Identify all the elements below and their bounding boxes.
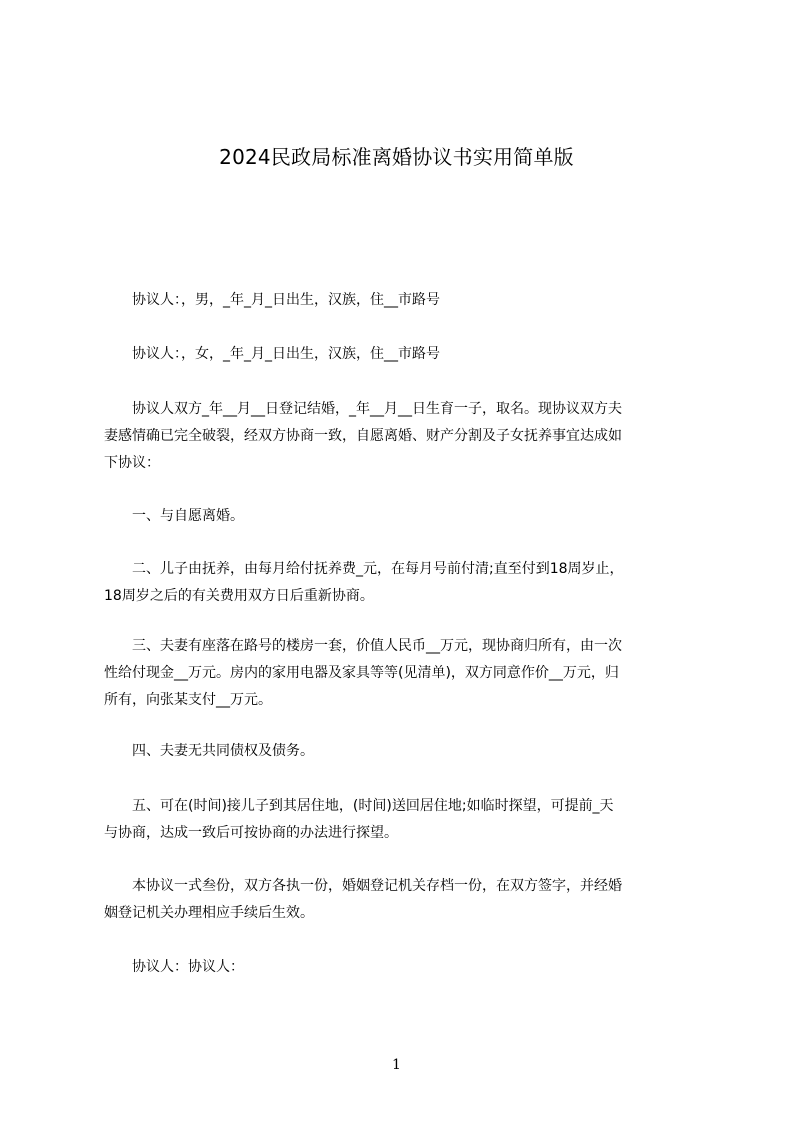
paragraph-line: 18周岁之后的有关费用双方日后重新协商。 <box>104 588 374 604</box>
clause-4 <box>104 738 700 765</box>
paragraph-line: 协议人：，女，_年_月_日出生，汉族，住__市路号 <box>104 346 440 362</box>
paragraph-line: 所有，向张某支付__万元。 <box>104 692 272 708</box>
page-number: 1 <box>392 1057 401 1073</box>
paragraph-line: 下协议： <box>104 455 160 471</box>
paragraph-line: 协议人双方_年__月__日登记结婚，_年__月__日生育一子，取名。现协议双方夫 <box>104 401 622 417</box>
signature-line <box>104 954 700 981</box>
paragraph-line: 姻登记机关办理相应手续后生效。 <box>104 905 314 921</box>
document-title: 2024民政局标准离婚协议书实用简单版 <box>219 145 574 169</box>
paragraph-line: 五、可在(时间)接儿子到其居住地，(时间)送回居住地;如临时探望，可提前_天 <box>104 798 614 814</box>
paragraph-line: 二、儿子由抚养，由每月给付抚养费_元，在每月号前付清;直至付到18周岁止， <box>104 561 624 577</box>
paragraph-line: 协议人：协议人： <box>104 959 244 975</box>
paragraph-party-male <box>104 287 700 314</box>
paragraph-party-female <box>104 341 700 368</box>
paragraph-copies <box>104 873 700 927</box>
clause-1 <box>104 503 700 530</box>
clause-2 <box>104 556 700 610</box>
paragraph-line: 性给付现金__万元。房内的家用电器及家具等等(见清单)，双方同意作价__万元，归 <box>104 665 619 681</box>
paragraph-line: 一、与自愿离婚。 <box>104 508 244 524</box>
paragraph-line: 四、夫妻无共同债权及债务。 <box>104 743 314 759</box>
paragraph-line: 三、夫妻有座落在路号的楼房一套，价值人民币__万元，现协商归所有，由一次 <box>104 638 622 654</box>
paragraph-preamble <box>104 396 700 477</box>
paragraph-line: 协议人：，男，_年_月_日出生，汉族，住__市路号 <box>104 292 440 308</box>
paragraph-line: 妻感情确已完全破裂，经双方协商一致，自愿离婚、财产分割及子女抚养事宜达成如 <box>104 428 622 444</box>
paragraph-line: 与协商，达成一致后可按协商的办法进行探望。 <box>104 825 398 841</box>
paragraph-line: 本协议一式叁份，双方各执一份，婚姻登记机关存档一份，在双方签字，并经婚 <box>104 878 622 894</box>
clause-3 <box>104 633 700 714</box>
clause-5 <box>104 793 700 847</box>
